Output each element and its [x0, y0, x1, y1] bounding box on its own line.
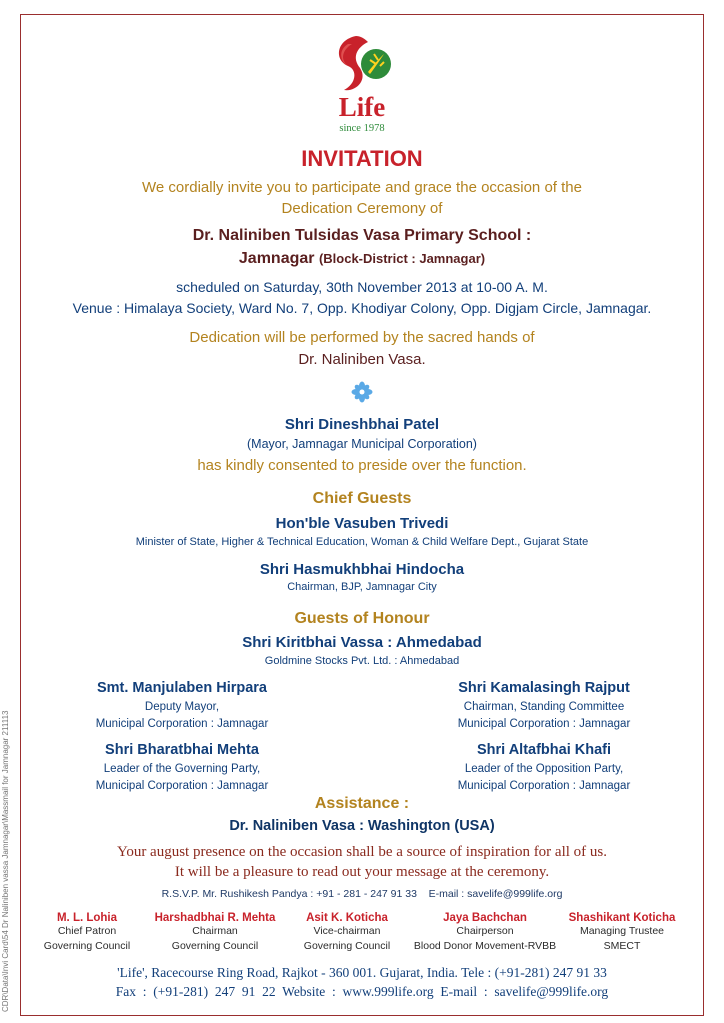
dedication-text: Dedication will be performed by the sacred hands of — [189, 329, 535, 346]
school-location — [0, 250, 724, 268]
honour-guest — [52, 679, 312, 733]
assistance-name: Dr. Naliniben Vasa : Washington (USA) — [229, 818, 495, 834]
official-role: Chairperson — [456, 925, 514, 937]
official-role: Managing Trustee — [579, 925, 665, 937]
honour-guest — [414, 679, 674, 733]
honour-guest-name: Shri Bharatbhai Mehta — [105, 742, 259, 758]
official-name: Asit K. Koticha — [306, 912, 388, 924]
honour-guest — [52, 741, 312, 795]
chief-guest-name-2: Shri Hasmukhbhai Hindocha — [259, 561, 465, 578]
life-logo — [326, 30, 398, 138]
closing-line-1: Your august presence on the occasion shall be a source of inspiration for all of us. — [116, 844, 608, 860]
life-logo-icon — [326, 30, 398, 100]
school-district: (Block-District : Jamnagar) — [318, 251, 486, 266]
official — [410, 912, 560, 954]
side-file-path: CDR\Data\Invi Card\54 Dr Naliniben vassa Jamnagar\Massmail for Jamnagar 211113 — [1, 710, 10, 1012]
official — [145, 912, 285, 954]
honour-guest-role: Deputy Mayor, — [144, 701, 220, 713]
official — [294, 912, 400, 954]
schedule-text: scheduled on Saturday, 30th November 2013 at 10-00 A. M. — [176, 279, 548, 295]
dedication-name: Dr. Naliniben Vasa. — [298, 351, 426, 368]
official-council: Governing Council — [171, 940, 259, 952]
honour-guest-name: Shri Altafbhai Khafi — [477, 742, 611, 758]
preside-role: (Mayor, Jamnagar Municipal Corporation) — [247, 437, 477, 451]
school-name: Dr. Naliniben Tulsidas Vasa Primary School : — [192, 227, 532, 244]
honour-guest-role: Leader of the Opposition Party, — [464, 763, 624, 775]
honour-guest-role: Chairman, Standing Committee — [463, 701, 625, 713]
official — [562, 912, 682, 954]
honour-main-name: Shri Kiritbhai Vassa : Ahmedabad — [242, 634, 482, 651]
logo-name: Life — [338, 92, 386, 122]
chief-guest-name-1: Hon'ble Vasuben Trivedi — [275, 515, 449, 532]
rsvp-text: R.S.V.P. Mr. Rushikesh Pandya : +91 - 281 - 247 91 33 E-mail : savelife@999life.org — [161, 888, 563, 900]
address-line: 'Life', Racecourse Ring Road, Rajkot - 360 001. Gujarat, India. Tele : (+91-281) 247 91 33 — [117, 965, 607, 980]
official-name: M. L. Lohia — [56, 912, 118, 924]
official-role: Chief Patron — [57, 925, 117, 937]
official — [37, 912, 137, 954]
chief-guests-heading: Chief Guests — [312, 490, 412, 507]
page-title: INVITATION — [301, 146, 423, 171]
honour-guest-org: Municipal Corporation : Jamnagar — [95, 780, 269, 792]
official-role: Vice-chairman — [313, 925, 381, 937]
preside-name: Shri Dineshbhai Patel — [284, 416, 440, 433]
logo-since: since 1978 — [339, 123, 385, 134]
assistance-heading: Assistance : — [314, 795, 410, 812]
official-role: Chairman — [192, 925, 238, 937]
venue-text: Venue : Himalaya Society, Ward No. 7, Opp. Khodiyar Colony, Opp. Digjam Circle, Jamnagar. — [72, 300, 652, 316]
honour-main-role: Goldmine Stocks Pvt. Ltd. : Ahmedabad — [264, 655, 460, 667]
honour-guest-role: Leader of the Governing Party, — [103, 763, 261, 775]
official-council: Governing Council — [303, 940, 391, 952]
official-council: Governing Council — [43, 940, 131, 952]
preside-text: has kindly consented to preside over the function. — [197, 457, 527, 474]
honour-guest-name: Smt. Manjulaben Hirpara — [96, 680, 267, 696]
closing-line-2: It will be a pleasure to read out your message at the ceremony. — [174, 864, 550, 880]
guests-of-honour-heading: Guests of Honour — [294, 610, 430, 627]
honour-guest-name: Shri Kamalasingh Rajput — [458, 680, 630, 696]
official-council: Blood Donor Movement-RVBB — [413, 940, 557, 952]
flower-ornament-icon — [0, 381, 724, 408]
intro-line-1: We cordially invite you to participate and grace the occasion of the — [142, 179, 582, 196]
official-name: Shashikant Koticha — [568, 912, 676, 924]
intro-line-2: Dedication Ceremony of — [281, 200, 443, 217]
chief-guest-role-2: Chairman, BJP, Jamnagar City — [287, 581, 437, 593]
chief-guest-role-1: Minister of State, Higher & Technical Education, Woman & Child Welfare Dept., Gujarat State — [135, 536, 589, 548]
honour-guest-org: Municipal Corporation : Jamnagar — [457, 780, 631, 792]
contact-line: Fax : (+91-281) 247 91 22 Website : www.999life.org E-mail : savelife@999life.org — [115, 984, 609, 999]
school-city: Jamnagar — [238, 250, 315, 267]
honour-guest — [414, 741, 674, 795]
honour-guest-org: Municipal Corporation : Jamnagar — [457, 718, 631, 730]
official-name: Harshadbhai R. Mehta — [154, 912, 276, 924]
official-name: Jaya Bachchan — [443, 912, 527, 924]
honour-guest-org: Municipal Corporation : Jamnagar — [95, 718, 269, 730]
official-council: SMECT — [603, 940, 641, 952]
